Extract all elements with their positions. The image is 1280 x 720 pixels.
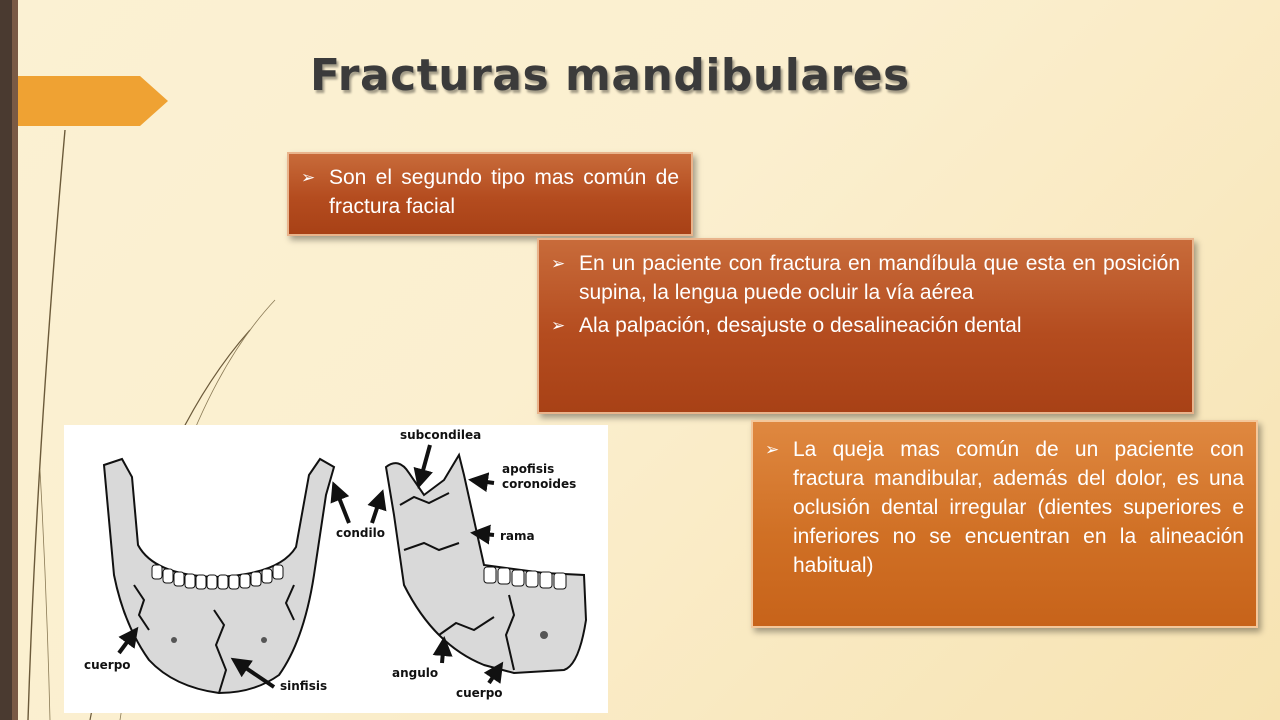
- mandible-fracture-figure: [64, 425, 608, 713]
- bullet-item: [551, 311, 1180, 340]
- mandible-front-view: [104, 459, 334, 693]
- bullet-item: [765, 435, 1244, 580]
- info-box-2: [537, 238, 1194, 414]
- label-sinfisis: sinfisis: [280, 679, 328, 693]
- bullet-text: Ala palpación, desajuste o desalineación dental: [579, 314, 1022, 337]
- info-box-3: [751, 420, 1258, 628]
- bullet-text: La queja mas común de un paciente con fractura mandibular, además del dolor, es una oclusión dental irregular (dientes superiores e inferiores no se encuentran en la alineación habitual): [793, 438, 1244, 577]
- label-condilo: condilo: [336, 526, 385, 540]
- bullet-text: Son el segundo tipo mas común de fractura facial: [329, 166, 679, 218]
- label-cuerpo-left: cuerpo: [84, 658, 131, 672]
- arrowhead-bullet-icon: ➢: [551, 316, 566, 335]
- info-box-1: [287, 152, 693, 236]
- arrowhead-bullet-icon: ➢: [551, 254, 566, 273]
- arrowhead-bullet-icon: ➢: [301, 168, 316, 187]
- slide-title: Fracturas mandibulares: [310, 50, 910, 101]
- label-cuerpo-right: cuerpo: [456, 686, 503, 700]
- label-angulo: angulo: [392, 666, 439, 680]
- mandible-diagram: [64, 425, 608, 713]
- bullet-item: [301, 163, 679, 221]
- orange-arrow-tab: [18, 76, 168, 126]
- arrowhead-bullet-icon: ➢: [765, 440, 780, 459]
- label-apofisis: apofisis: [502, 462, 555, 476]
- label-rama: rama: [500, 529, 535, 543]
- label-coronoides: coronoides: [502, 477, 577, 491]
- bullet-item: [551, 249, 1180, 307]
- bullet-text: En un paciente con fractura en mandíbula que esta en posición supina, la lengua puede ocluir la vía aérea: [579, 252, 1180, 304]
- label-subcondilea: subcondilea: [400, 428, 482, 442]
